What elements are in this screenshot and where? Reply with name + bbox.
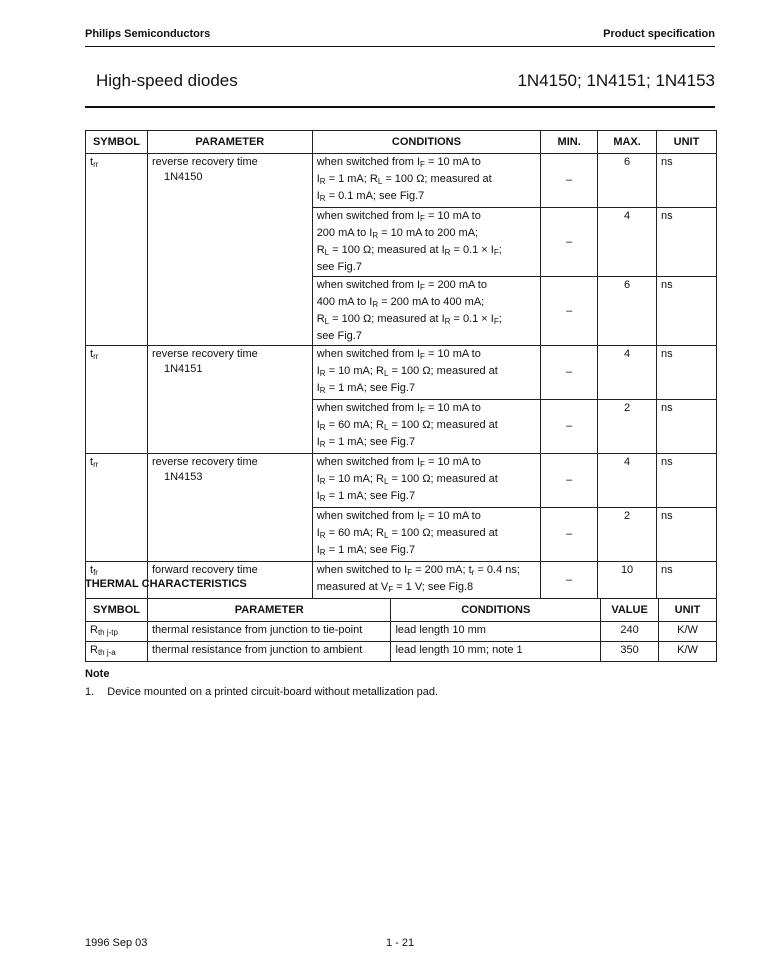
condition-line: $I_R = 10$ mA; $R_L = 100$ Ω; measured at xyxy=(316,365,498,378)
header-rule-thin xyxy=(85,46,715,47)
conditions-cell xyxy=(312,508,541,562)
conditions-cell xyxy=(312,346,541,400)
thermal-parameter-cell xyxy=(147,642,391,662)
thermal-unit: K/W xyxy=(677,624,698,636)
thermal-symbol-text: R xyxy=(90,644,98,656)
thermal-unit: K/W xyxy=(677,644,698,656)
condition-line: when switched from $I_F = 10$ mA to xyxy=(316,510,481,523)
unit-value: ns xyxy=(661,279,673,291)
condition-line: when switched from $I_F = 10$ mA to xyxy=(316,156,481,169)
thermal-conditions-text: lead length 10 mm; note 1 xyxy=(395,644,523,656)
header-rule-thick xyxy=(85,106,715,108)
max-cell xyxy=(598,454,657,508)
thermal-header-row xyxy=(86,599,717,622)
symbol-cell xyxy=(86,154,148,346)
note-item xyxy=(85,686,438,698)
thermal-conditions-cell xyxy=(391,622,601,642)
unit-value: ns xyxy=(661,564,673,576)
unit-value: ns xyxy=(661,510,673,522)
unit-value: ns xyxy=(661,348,673,360)
parameter-cell xyxy=(147,346,312,454)
max-cell xyxy=(598,154,657,208)
symbol-cell xyxy=(86,454,148,562)
thermal-row xyxy=(86,642,717,662)
thermal-symbol-cell xyxy=(86,622,148,642)
unit-cell xyxy=(657,277,717,346)
min-value: – xyxy=(566,474,573,486)
symbol-text: t xyxy=(90,456,94,468)
thermal-symbol-text: R xyxy=(90,624,98,636)
thermal-value: 240 xyxy=(620,624,639,636)
thermal-value: 350 xyxy=(620,644,639,656)
thermal-row xyxy=(86,622,717,642)
max-cell xyxy=(598,400,657,454)
parameter-cell xyxy=(147,154,312,346)
table-row xyxy=(86,454,717,508)
unit-value: ns xyxy=(661,156,673,168)
max-value: 2 xyxy=(624,510,631,522)
condition-line: $I_R = 1$ mA; see Fig.7 xyxy=(316,436,416,449)
condition-line: $I_R = 1$ mA; $R_L = 100$ Ω; measured at xyxy=(316,173,492,186)
condition-line: $I_R = 1$ mA; see Fig.7 xyxy=(316,382,416,395)
thermal-unit-cell xyxy=(659,642,717,662)
min-cell xyxy=(541,154,598,208)
unit-cell xyxy=(657,154,717,208)
min-cell xyxy=(541,346,598,400)
min-value: – xyxy=(566,366,573,378)
min-value: – xyxy=(566,420,573,432)
parameter-text: reverse recovery time xyxy=(151,348,258,360)
notes-title: Note xyxy=(85,668,110,680)
symbol-cell xyxy=(86,346,148,454)
col-header-min: MIN. xyxy=(541,131,598,154)
symbol-subscript: rr xyxy=(93,460,99,469)
min-value: – xyxy=(566,235,573,248)
condition-line: see Fig.7 xyxy=(316,330,362,342)
conditions-cell xyxy=(312,277,541,346)
min-value: – xyxy=(566,573,573,586)
thermal-col-value: VALUE xyxy=(601,599,659,622)
col-header-parameter: PARAMETER xyxy=(147,131,312,154)
device-name: 1N4150 xyxy=(163,171,203,183)
document-type: Product specification xyxy=(603,28,715,40)
min-cell xyxy=(541,277,598,346)
unit-cell xyxy=(657,346,717,400)
condition-line: when switched to $I_F = 200$ mA; $t_r = 0.4$ ns; xyxy=(316,564,520,577)
max-cell xyxy=(598,346,657,400)
min-value: – xyxy=(566,174,573,186)
col-header-symbol: SYMBOL xyxy=(86,131,148,154)
thermal-value-cell xyxy=(601,622,659,642)
unit-cell xyxy=(657,400,717,454)
parameter-text: reverse recovery time xyxy=(151,156,258,168)
unit-value: ns xyxy=(661,456,673,468)
conditions-cell xyxy=(312,208,541,277)
max-value: 2 xyxy=(624,402,631,414)
condition-line: when switched from $I_F = 10$ mA to xyxy=(316,456,481,469)
condition-line: $R_L = 100$ Ω; measured at $I_R = 0.1 \times I_F$; xyxy=(316,244,502,257)
min-cell xyxy=(541,562,598,599)
condition-line: 200 mA to $I_R = 10$ mA to 200 mA; xyxy=(316,227,479,240)
thermal-col-parameter: PARAMETER xyxy=(147,599,391,622)
min-cell xyxy=(541,508,598,562)
parameter-text: reverse recovery time xyxy=(151,456,258,468)
page-title: High-speed diodes xyxy=(96,71,238,90)
condition-line: measured at $V_F = 1$ V; see Fig.8 xyxy=(316,581,474,594)
min-cell xyxy=(541,454,598,508)
characteristics-table xyxy=(85,130,717,599)
thermal-parameter-text: thermal resistance from junction to ambient xyxy=(151,644,363,656)
conditions-cell xyxy=(312,454,541,508)
col-header-unit: UNIT xyxy=(657,131,717,154)
thermal-symbol-subscript: th j-tp xyxy=(97,628,118,637)
max-value: 10 xyxy=(620,564,634,576)
condition-line: when switched from $I_F = 10$ mA to xyxy=(316,210,481,223)
unit-cell xyxy=(657,508,717,562)
footer-date: 1996 Sep 03 xyxy=(85,937,148,949)
unit-value: ns xyxy=(661,210,673,222)
unit-cell xyxy=(657,208,717,277)
min-cell xyxy=(541,208,598,277)
thermal-conditions-cell xyxy=(391,642,601,662)
thermal-section-title: THERMAL CHARACTERISTICS xyxy=(85,578,247,590)
thermal-table xyxy=(85,598,717,662)
max-value: 6 xyxy=(624,279,631,291)
part-numbers: 1N4150; 1N4151; 1N4153 xyxy=(517,71,715,90)
symbol-subscript: fr xyxy=(93,568,98,577)
condition-line: $I_R = 60$ mA; $R_L = 100$ Ω; measured at xyxy=(316,419,498,432)
symbol-subscript: rr xyxy=(93,160,99,169)
col-header-conditions: CONDITIONS xyxy=(312,131,541,154)
footer-page-number: 1 - 21 xyxy=(386,937,415,949)
condition-line: see Fig.7 xyxy=(316,261,362,273)
condition-line: $I_R = 1$ mA; see Fig.7 xyxy=(316,490,416,503)
max-value: 4 xyxy=(624,456,631,468)
thermal-unit-cell xyxy=(659,622,717,642)
device-name: 1N4153 xyxy=(163,471,203,483)
min-value: – xyxy=(566,304,573,317)
condition-line: when switched from $I_F = 10$ mA to xyxy=(316,348,481,361)
condition-line: when switched from $I_F = 200$ mA to xyxy=(316,279,487,292)
thermal-col-unit: UNIT xyxy=(659,599,717,622)
parameter-text: forward recovery time xyxy=(151,564,258,576)
max-value: 6 xyxy=(624,156,631,168)
condition-line: $I_R = 10$ mA; $R_L = 100$ Ω; measured at xyxy=(316,473,498,486)
symbol-text: t xyxy=(90,156,94,168)
parameter-cell xyxy=(147,454,312,562)
note-number: 1. xyxy=(85,686,95,698)
symbol-text: t xyxy=(90,348,94,360)
note-text: Device mounted on a printed circuit-board without metallization pad. xyxy=(107,686,439,698)
symbol-text: t xyxy=(90,564,94,576)
thermal-symbol-cell xyxy=(86,642,148,662)
max-value: 4 xyxy=(624,348,631,360)
max-cell xyxy=(598,208,657,277)
table-row xyxy=(86,346,717,400)
condition-line: $I_R = 0.1$ mA; see Fig.7 xyxy=(316,190,425,203)
col-header-max: MAX. xyxy=(598,131,657,154)
condition-line: when switched from $I_F = 10$ mA to xyxy=(316,402,481,415)
conditions-cell xyxy=(312,400,541,454)
min-cell xyxy=(541,400,598,454)
condition-line: $I_R = 1$ mA; see Fig.7 xyxy=(316,544,416,557)
unit-value: ns xyxy=(661,402,673,414)
max-cell xyxy=(598,508,657,562)
condition-line: $I_R = 60$ mA; $R_L = 100$ Ω; measured at xyxy=(316,527,498,540)
thermal-parameter-cell xyxy=(147,622,391,642)
unit-cell xyxy=(657,562,717,599)
max-value: 4 xyxy=(624,210,631,222)
thermal-parameter-text: thermal resistance from junction to tie-point xyxy=(151,624,363,636)
thermal-col-conditions: CONDITIONS xyxy=(391,599,601,622)
max-cell xyxy=(598,277,657,346)
table-row xyxy=(86,154,717,208)
thermal-col-symbol: SYMBOL xyxy=(86,599,148,622)
condition-line: 400 mA to $I_R = 200$ mA to 400 mA; xyxy=(316,296,485,309)
thermal-symbol-subscript: th j-a xyxy=(97,648,116,657)
max-cell xyxy=(598,562,657,599)
min-value: – xyxy=(566,528,573,540)
condition-line: $R_L = 100$ Ω; measured at $I_R = 0.1 \times I_F$; xyxy=(316,313,502,326)
thermal-conditions-text: lead length 10 mm xyxy=(395,624,486,636)
device-name: 1N4151 xyxy=(163,363,203,375)
conditions-cell xyxy=(312,154,541,208)
symbol-subscript: rr xyxy=(93,352,99,361)
conditions-cell xyxy=(312,562,541,599)
table-header-row xyxy=(86,131,717,154)
unit-cell xyxy=(657,454,717,508)
company-name: Philips Semiconductors xyxy=(85,28,211,40)
thermal-value-cell xyxy=(601,642,659,662)
